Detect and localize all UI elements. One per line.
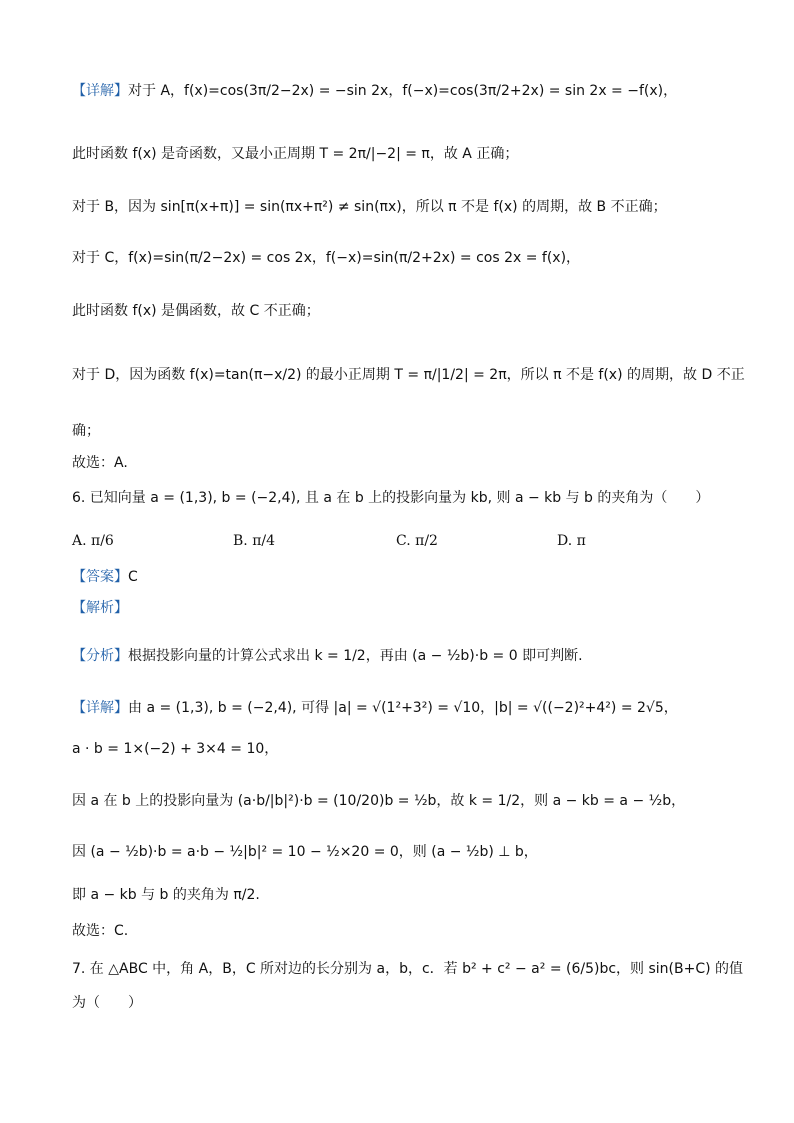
- text-run: 此时函数 f(x) 是奇函数，又最小正周期 T = 2π/|−2| = π，故 A 正确；: [72, 146, 519, 162]
- option-a-value: π/6: [91, 533, 114, 549]
- text-run: 即 a − kb 与 b 的夹角为 π/2.: [72, 887, 260, 903]
- detail-line-3: [72, 790, 732, 812]
- text-line-3: [72, 196, 732, 218]
- text-line-4: [72, 247, 732, 269]
- option-b-value: π/4: [252, 533, 276, 549]
- detail-line-1: [72, 697, 732, 719]
- detail-line-4: [72, 841, 732, 863]
- option-b: [233, 530, 275, 552]
- question-7-stem-cont: [72, 992, 732, 1014]
- text-run: 对于 B，因为 sin[π(x+π)] = sin(πx+π²) ≠ sin(πx)，所以 π 不是 f(x) 的周期，故 B 不正确；: [72, 199, 667, 215]
- option-d: [557, 530, 586, 552]
- text-run: 故选：A.: [72, 455, 128, 471]
- text-line-1: [72, 80, 732, 102]
- detail-line-2: [72, 738, 732, 760]
- section-tag: 【详解】: [72, 83, 128, 99]
- text-run: 对于 C，f(x)=sin(π/2−2x) = cos 2x，f(−x)=sin(π/2+2x) = cos 2x = f(x)，: [72, 250, 581, 266]
- text-run: 故选：C.: [72, 923, 129, 939]
- text-run: C: [128, 569, 138, 585]
- analysis-line: [72, 645, 732, 667]
- text-run: 此时函数 f(x) 是偶函数，故 C 不正确；: [72, 303, 320, 319]
- answer-line: [72, 566, 732, 588]
- text-run: 因 (a − ½b)·b = a·b − ½|b|² = 10 − ½×20 = 0，则 (a − ½b) ⊥ b，: [72, 844, 538, 860]
- text-run: 7. 在 △ABC 中，角 A，B，C 所对边的长分别为 a，b，c．若 b² + c² − a² = (6/5)bc，则 sin(B+C) 的值: [72, 961, 744, 977]
- text-line-6: [72, 364, 745, 386]
- text-line-5: [72, 300, 732, 322]
- option-d-value: π: [576, 533, 586, 549]
- option-c-value: π/2: [415, 533, 438, 549]
- text-run: 对于 A，f(x)=cos(3π/2−2x) = −sin 2x，f(−x)=cos(3π/2+2x) = sin 2x = −f(x)，: [128, 83, 678, 99]
- question-6-stem: [72, 487, 732, 509]
- text-run: a · b = 1×(−2) + 3×4 = 10，: [72, 741, 279, 757]
- section-tag: 【详解】: [72, 700, 128, 716]
- option-c: [396, 530, 438, 552]
- section-tag: 【分析】: [72, 648, 128, 664]
- option-a-label: A.: [72, 533, 87, 549]
- text-run: 为（ ）: [72, 995, 142, 1011]
- detail-line-5: [72, 884, 732, 906]
- option-b-label: B.: [233, 533, 248, 549]
- text-line-8: [72, 452, 732, 474]
- text-run: 因 a 在 b 上的投影向量为 (a·b/|b|²)·b = (10/20)b = ½b，故 k = 1/2，则 a − kb = a − ½b，: [72, 793, 686, 809]
- option-c-label: C.: [396, 533, 411, 549]
- detail-line-6: [72, 920, 732, 942]
- question-7-stem: [72, 958, 744, 980]
- text-run: 由 a = (1,3), b = (−2,4), 可得 |a| = √(1²+3²) = √10，|b| = √((−2)²+4²) = 2√5，: [128, 700, 678, 716]
- option-a: [72, 530, 114, 552]
- text-run: 根据投影向量的计算公式求出 k = 1/2，再由 (a − ½b)·b = 0 即可判断.: [128, 648, 583, 664]
- analysis-heading: [72, 597, 732, 619]
- text-run: 6. 已知向量 a = (1,3), b = (−2,4), 且 a 在 b 上的投影向量为 kb, 则 a − kb 与 b 的夹角为（ ）: [72, 490, 710, 506]
- text-run: 确；: [72, 423, 100, 439]
- text-run: 对于 D，因为函数 f(x)=tan(π−x/2) 的最小正周期 T = π/|1/2| = 2π，所以 π 不是 f(x) 的周期，故 D 不正: [72, 367, 745, 383]
- text-line-7: [72, 420, 732, 442]
- section-tag: 【解析】: [72, 600, 128, 616]
- section-tag: 【答案】: [72, 569, 128, 585]
- text-line-2: [72, 143, 732, 165]
- option-d-label: D.: [557, 533, 573, 549]
